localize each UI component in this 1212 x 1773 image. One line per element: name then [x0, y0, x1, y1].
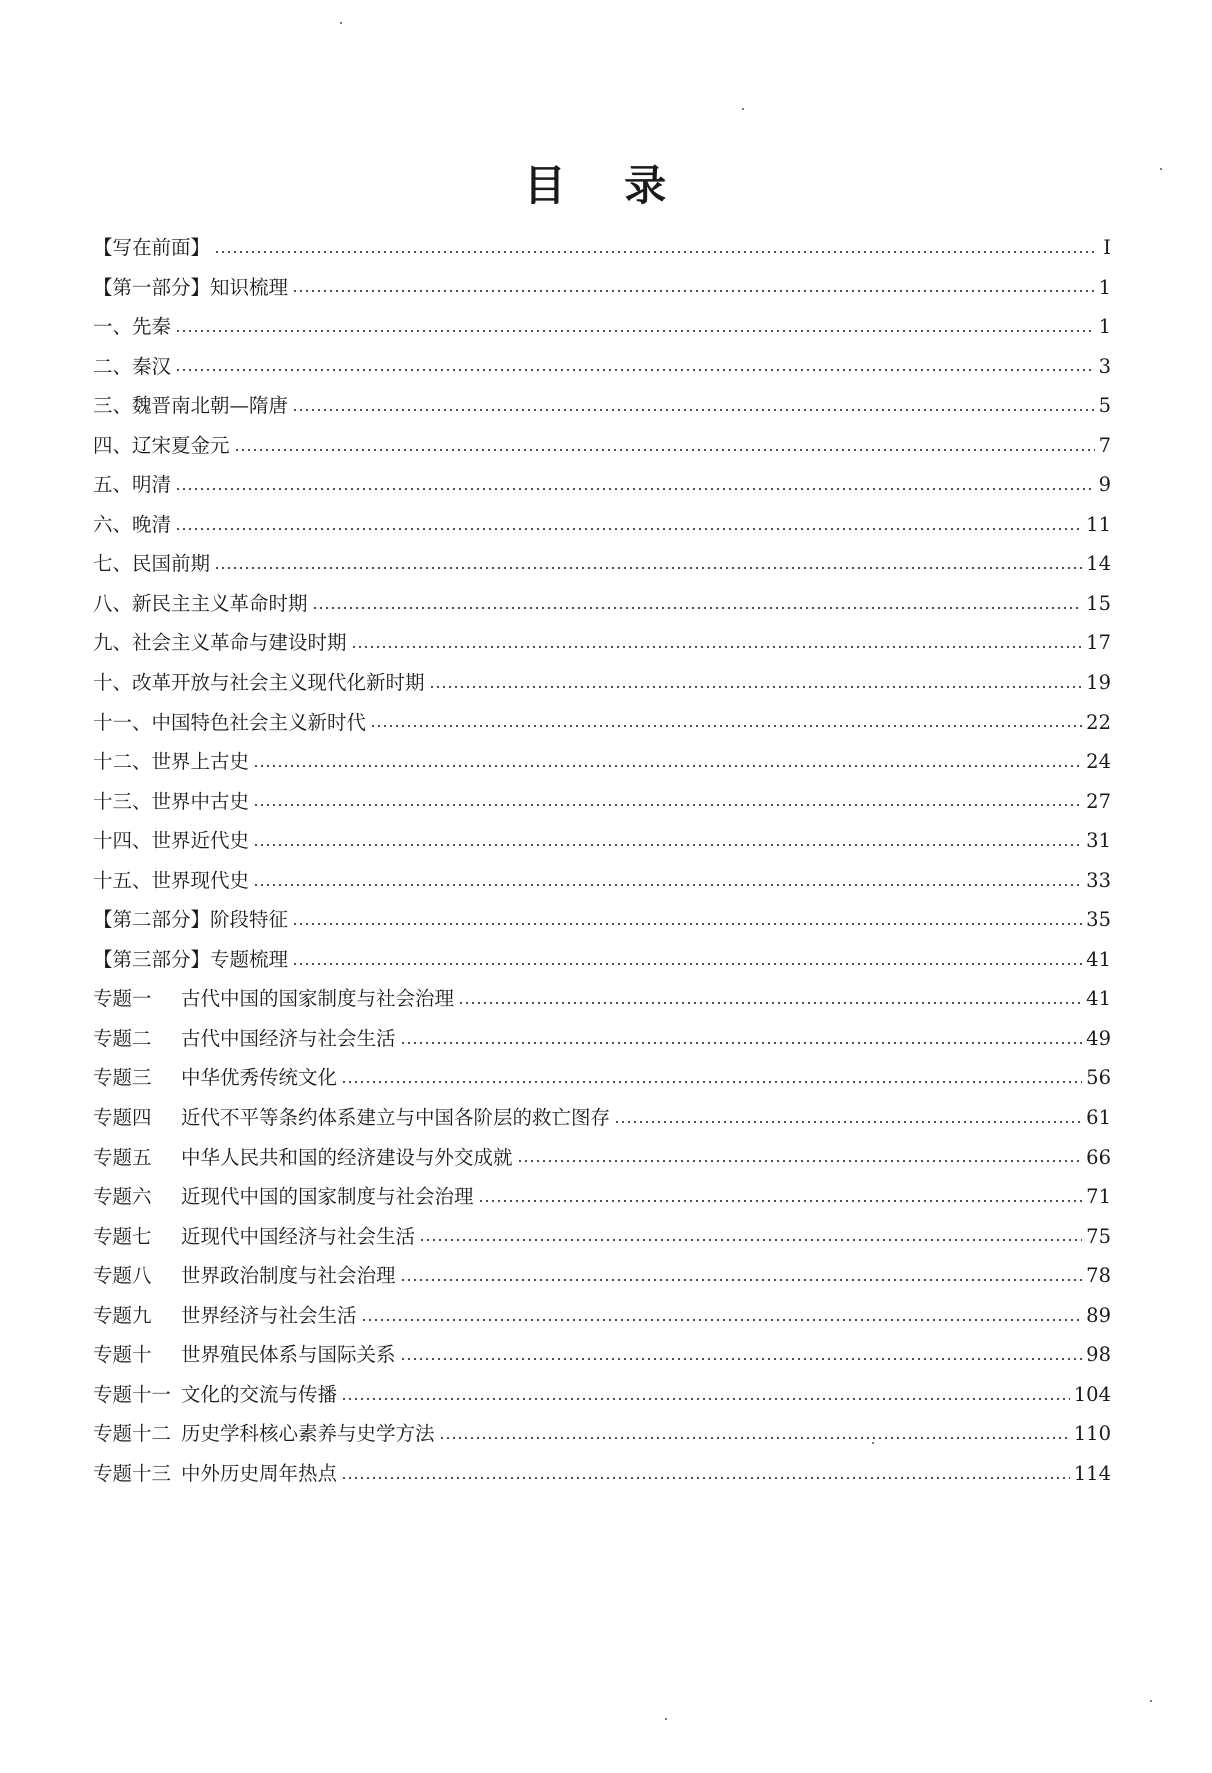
toc-page-number: 27 [1086, 789, 1111, 813]
toc-page-number: 104 [1073, 1382, 1111, 1406]
toc-page-number: 66 [1086, 1145, 1111, 1169]
toc-entry[interactable] [93, 1019, 1111, 1059]
toc-entry[interactable] [93, 1098, 1111, 1138]
dot-leader [253, 884, 1082, 886]
dot-leader [351, 646, 1083, 648]
toc-page-number: 98 [1086, 1343, 1111, 1367]
toc-entry[interactable] [93, 1454, 1111, 1494]
toc-entry[interactable] [93, 268, 1111, 308]
dot-leader [175, 528, 1082, 530]
toc-entry-label: 六、晚清 [93, 512, 172, 536]
dot-leader [400, 1279, 1083, 1281]
toc-entry-label [93, 1256, 396, 1296]
topic-title: 中华优秀传统文化 [181, 1066, 338, 1090]
toc-page-number: 41 [1086, 987, 1111, 1011]
toc-page-number: 14 [1086, 552, 1111, 576]
toc-page-number: 15 [1086, 591, 1111, 615]
scan-speck [872, 1442, 874, 1444]
topic-title: 中华人民共和国的经济建设与外交成就 [181, 1145, 513, 1169]
topic-title: 世界经济与社会生活 [181, 1303, 357, 1327]
toc-entry[interactable] [93, 1296, 1111, 1336]
toc-entry-label: 【第二部分】阶段特征 [93, 908, 289, 932]
topic-number: 专题七 [93, 1224, 152, 1248]
toc-page-number: 61 [1086, 1106, 1111, 1130]
toc-entry[interactable] [93, 1375, 1111, 1415]
scan-speck [665, 1718, 667, 1720]
toc-entry-label: 二、秦汉 [93, 354, 172, 378]
toc-page-number: 49 [1086, 1026, 1111, 1050]
toc-entry-label: 一、先秦 [93, 315, 172, 339]
toc-entry[interactable] [93, 663, 1111, 703]
toc-page-number: 22 [1086, 710, 1111, 734]
topic-number: 专题五 [93, 1145, 152, 1169]
toc-entry[interactable] [93, 1217, 1111, 1257]
toc-entry-label: 十二、世界上古史 [93, 750, 250, 774]
toc-entry[interactable] [93, 1177, 1111, 1217]
dot-leader [429, 686, 1083, 688]
topic-number: 专题三 [93, 1066, 152, 1090]
toc-entry[interactable] [93, 465, 1111, 505]
dot-leader [341, 1398, 1070, 1400]
toc-entry-label: 【写在前面】 [93, 236, 211, 259]
toc-page-number: 75 [1086, 1224, 1111, 1248]
dot-leader [478, 1200, 1083, 1202]
toc-entry-label: 十、改革开放与社会主义现代化新时期 [93, 671, 425, 695]
dot-leader [400, 1042, 1083, 1044]
topic-number: 专题十三 [93, 1461, 172, 1485]
toc-entry[interactable] [93, 347, 1111, 387]
toc-entry[interactable] [93, 228, 1111, 268]
toc-entry-label [93, 1098, 610, 1138]
toc-page-number: 9 [1098, 473, 1111, 497]
toc-page-number: 71 [1086, 1185, 1111, 1209]
toc-entry[interactable] [93, 1058, 1111, 1098]
toc-entry[interactable] [93, 1335, 1111, 1375]
toc-entry[interactable] [93, 1138, 1111, 1178]
topic-title: 历史学科核心素养与史学方法 [181, 1422, 435, 1446]
toc-page-number: 114 [1073, 1461, 1111, 1485]
toc-page-number: 1 [1098, 275, 1111, 299]
toc-page-number: 89 [1086, 1303, 1111, 1327]
topic-number: 专题十 [93, 1343, 152, 1367]
toc-entry[interactable] [93, 505, 1111, 545]
dot-leader [370, 725, 1082, 727]
toc-entry-label: 四、辽宋夏金元 [93, 433, 230, 457]
topic-number: 专题二 [93, 1026, 152, 1050]
toc-entry[interactable] [93, 584, 1111, 624]
toc-entry-label [93, 1138, 513, 1178]
scan-speck [1150, 1700, 1152, 1702]
dot-leader [175, 369, 1095, 371]
dot-leader [253, 804, 1082, 806]
dot-leader [439, 1437, 1070, 1439]
toc-page-number: 5 [1098, 394, 1111, 418]
dot-leader [458, 1002, 1082, 1004]
scan-speck [1160, 168, 1162, 170]
toc-entry-label [93, 979, 454, 1019]
toc-entry[interactable] [93, 544, 1111, 584]
toc-entry[interactable] [93, 703, 1111, 743]
dot-leader [292, 923, 1082, 925]
toc-entry-label [93, 1454, 337, 1494]
toc-entry-label: 十一、中国特色社会主义新时代 [93, 710, 367, 734]
dot-leader [614, 1121, 1082, 1123]
toc-page-number: 3 [1098, 354, 1111, 378]
toc-entry-label [93, 1296, 357, 1336]
dot-leader [312, 607, 1083, 609]
topic-title: 近代不平等条约体系建立与中国各阶层的救亡图存 [181, 1106, 611, 1130]
page-title: 目 录 [523, 161, 689, 210]
toc-entry-label: 十三、世界中古史 [93, 789, 250, 813]
toc-entry[interactable] [93, 623, 1111, 663]
topic-number: 专题一 [93, 987, 152, 1011]
toc-page-number: 24 [1086, 750, 1111, 774]
toc-entry[interactable] [93, 979, 1111, 1019]
dot-leader [253, 844, 1082, 846]
toc-page-number: 11 [1086, 512, 1111, 536]
dot-leader [175, 488, 1095, 490]
toc-entry[interactable] [93, 742, 1111, 782]
toc-page-number: 35 [1086, 908, 1111, 932]
dot-leader [419, 1239, 1082, 1241]
dot-leader [292, 963, 1082, 965]
toc-entry-label [93, 1335, 396, 1375]
dot-leader [517, 1160, 1083, 1162]
toc-page-number: I [1103, 236, 1111, 259]
toc-entry-label: 八、新民主主义革命时期 [93, 591, 308, 615]
toc-entry-label: 十五、世界现代史 [93, 868, 250, 892]
toc-page-number: 31 [1086, 829, 1111, 853]
topic-number: 专题六 [93, 1185, 152, 1209]
topic-title: 世界政治制度与社会治理 [181, 1264, 396, 1288]
topic-title: 古代中国的国家制度与社会治理 [181, 987, 455, 1011]
topic-number: 专题十二 [93, 1422, 172, 1446]
toc-page-number: 7 [1098, 433, 1111, 457]
toc-page-number: 56 [1086, 1066, 1111, 1090]
toc-entry[interactable] [93, 821, 1111, 861]
dot-leader [292, 409, 1095, 411]
toc-entry-label [93, 1375, 337, 1415]
toc-entry[interactable] [93, 1414, 1111, 1454]
toc-entry-label [93, 1414, 435, 1454]
topic-number: 专题四 [93, 1106, 152, 1130]
toc-page-number: 33 [1086, 868, 1111, 892]
topic-title: 文化的交流与传播 [181, 1382, 338, 1406]
toc-page-number: 19 [1086, 671, 1111, 695]
toc-page-number: 41 [1086, 947, 1111, 971]
dot-leader [400, 1358, 1083, 1360]
toc-entry[interactable] [93, 782, 1111, 822]
toc-entry-label [93, 1019, 396, 1059]
toc-entry-label: 五、明清 [93, 473, 172, 497]
toc-entry-label: 【第三部分】专题梳理 [93, 947, 289, 971]
dot-leader [214, 251, 1097, 253]
topic-number: 专题十一 [93, 1382, 172, 1406]
dot-leader [253, 765, 1082, 767]
dot-leader [214, 567, 1082, 569]
toc-entry-label: 七、民国前期 [93, 552, 211, 576]
toc-entry-label: 九、社会主义革命与建设时期 [93, 631, 347, 655]
toc-entry[interactable] [93, 307, 1111, 347]
topic-title: 中外历史周年热点 [181, 1461, 338, 1485]
toc-entry[interactable] [93, 900, 1111, 940]
toc-entry-label [93, 1217, 415, 1257]
toc-page-number: 17 [1086, 631, 1111, 655]
toc-entry-label: 三、魏晋南北朝—隋唐 [93, 394, 289, 418]
toc-entry-label [93, 1058, 337, 1098]
toc-entry[interactable] [93, 861, 1111, 901]
dot-leader [175, 330, 1095, 332]
topic-number: 专题八 [93, 1264, 152, 1288]
topic-title: 世界殖民体系与国际关系 [181, 1343, 396, 1367]
toc-entry-label [93, 1177, 474, 1217]
toc-page-number: 1 [1098, 315, 1111, 339]
toc-list [93, 228, 1111, 1494]
toc-entry[interactable] [93, 426, 1111, 466]
topic-title: 近现代中国的国家制度与社会治理 [181, 1185, 474, 1209]
scan-speck [742, 108, 744, 110]
toc-entry[interactable] [93, 1256, 1111, 1296]
dot-leader [341, 1477, 1070, 1479]
topic-title: 古代中国经济与社会生活 [181, 1026, 396, 1050]
toc-page-number: 110 [1073, 1422, 1111, 1446]
dot-leader [361, 1319, 1083, 1321]
dot-leader [234, 449, 1095, 451]
toc-entry[interactable] [93, 940, 1111, 980]
dot-leader [292, 290, 1095, 292]
toc-page-number: 78 [1086, 1264, 1111, 1288]
dot-leader [341, 1081, 1082, 1083]
topic-number: 专题九 [93, 1303, 152, 1327]
toc-entry-label: 【第一部分】知识梳理 [93, 275, 289, 299]
topic-title: 近现代中国经济与社会生活 [181, 1224, 416, 1248]
scan-speck [340, 22, 342, 24]
toc-entry-label: 十四、世界近代史 [93, 829, 250, 853]
toc-entry[interactable] [93, 386, 1111, 426]
